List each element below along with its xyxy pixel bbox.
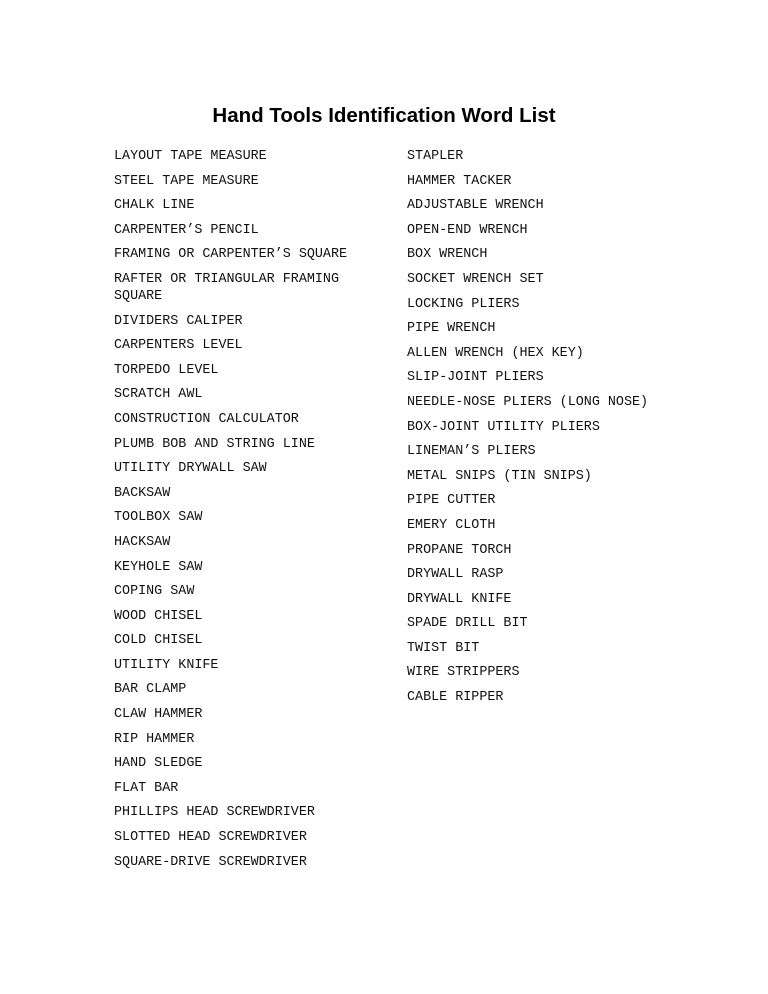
list-item: FLAT BAR bbox=[114, 780, 179, 796]
list-item: BAR CLAMP bbox=[114, 682, 187, 698]
list-item: DRYWALL RASP bbox=[407, 567, 504, 583]
list-item: PIPE WRENCH bbox=[407, 321, 496, 337]
list-item: FRAMING OR CARPENTER’S SQUARE bbox=[114, 247, 348, 263]
list-item: DIVIDERS CALIPER bbox=[114, 313, 243, 329]
list-item: SLOTTED HEAD SCREWDRIVER bbox=[114, 830, 307, 846]
list-item: BOX WRENCH bbox=[407, 247, 488, 263]
page-title: Hand Tools Identification Word List bbox=[212, 104, 556, 127]
list-item: COPING SAW bbox=[114, 584, 195, 600]
list-item: HACKSAW bbox=[114, 534, 171, 550]
list-item: TOOLBOX SAW bbox=[114, 510, 203, 526]
list-item: COLD CHISEL bbox=[114, 633, 203, 649]
list-item: PLUMB BOB AND STRING LINE bbox=[114, 436, 315, 452]
list-item: RIP HAMMER bbox=[114, 731, 195, 747]
list-item: CARPENTERS LEVEL bbox=[114, 338, 243, 354]
list-item: LAYOUT TAPE MEASURE bbox=[114, 149, 267, 164]
list-item: LOCKING PLIERS bbox=[407, 296, 520, 312]
list-item: SCRATCH AWL bbox=[114, 387, 203, 403]
list-item: NEEDLE-NOSE PLIERS (LONG NOSE) bbox=[407, 394, 649, 410]
list-item: HAND SLEDGE bbox=[114, 756, 203, 772]
list-item: DRYWALL KNIFE bbox=[407, 591, 512, 607]
list-item: SQUARE-DRIVE SCREWDRIVER bbox=[114, 854, 307, 870]
list-item: SLIP-JOINT PLIERS bbox=[407, 370, 544, 386]
list-item: STEEL TAPE MEASURE bbox=[114, 173, 259, 189]
word-list-right-column bbox=[407, 148, 657, 714]
list-item: PIPE CUTTER bbox=[407, 493, 496, 509]
list-item: SPADE DRILL BIT bbox=[407, 616, 528, 632]
list-item: STAPLER bbox=[407, 149, 464, 164]
list-item: EMERY CLOTH bbox=[407, 517, 496, 533]
list-item: KEYHOLE SAW bbox=[114, 559, 203, 575]
list-item: BACKSAW bbox=[114, 485, 171, 501]
list-item: METAL SNIPS (TIN SNIPS) bbox=[407, 468, 592, 484]
list-item: CONSTRUCTION CALCULATOR bbox=[114, 411, 299, 427]
list-item: SOCKET WRENCH SET bbox=[407, 271, 544, 287]
list-item: UTILITY KNIFE bbox=[114, 657, 219, 673]
list-item: ALLEN WRENCH (HEX KEY) bbox=[407, 345, 584, 361]
list-item: WIRE STRIPPERS bbox=[407, 665, 520, 681]
word-list-left-column bbox=[114, 148, 364, 878]
list-item: PROPANE TORCH bbox=[407, 542, 512, 558]
list-item: CARPENTER’S PENCIL bbox=[114, 222, 259, 238]
list-item: TWIST BIT bbox=[407, 640, 480, 656]
list-item: CABLE RIPPER bbox=[407, 690, 504, 706]
list-item: BOX-JOINT UTILITY PLIERS bbox=[407, 419, 600, 435]
list-item: PHILLIPS HEAD SCREWDRIVER bbox=[114, 805, 315, 821]
list-item: RAFTER OR TRIANGULAR FRAMING SQUARE bbox=[114, 271, 339, 304]
list-item: OPEN-END WRENCH bbox=[407, 222, 528, 238]
list-item: ADJUSTABLE WRENCH bbox=[407, 198, 544, 214]
list-item: LINEMAN’S PLIERS bbox=[407, 444, 536, 460]
list-item: WOOD CHISEL bbox=[114, 608, 203, 624]
list-item: TORPEDO LEVEL bbox=[114, 362, 219, 378]
list-item: CHALK LINE bbox=[114, 198, 195, 214]
list-item: UTILITY DRYWALL SAW bbox=[114, 461, 267, 477]
list-item: HAMMER TACKER bbox=[407, 173, 512, 189]
list-item: CLAW HAMMER bbox=[114, 707, 203, 723]
